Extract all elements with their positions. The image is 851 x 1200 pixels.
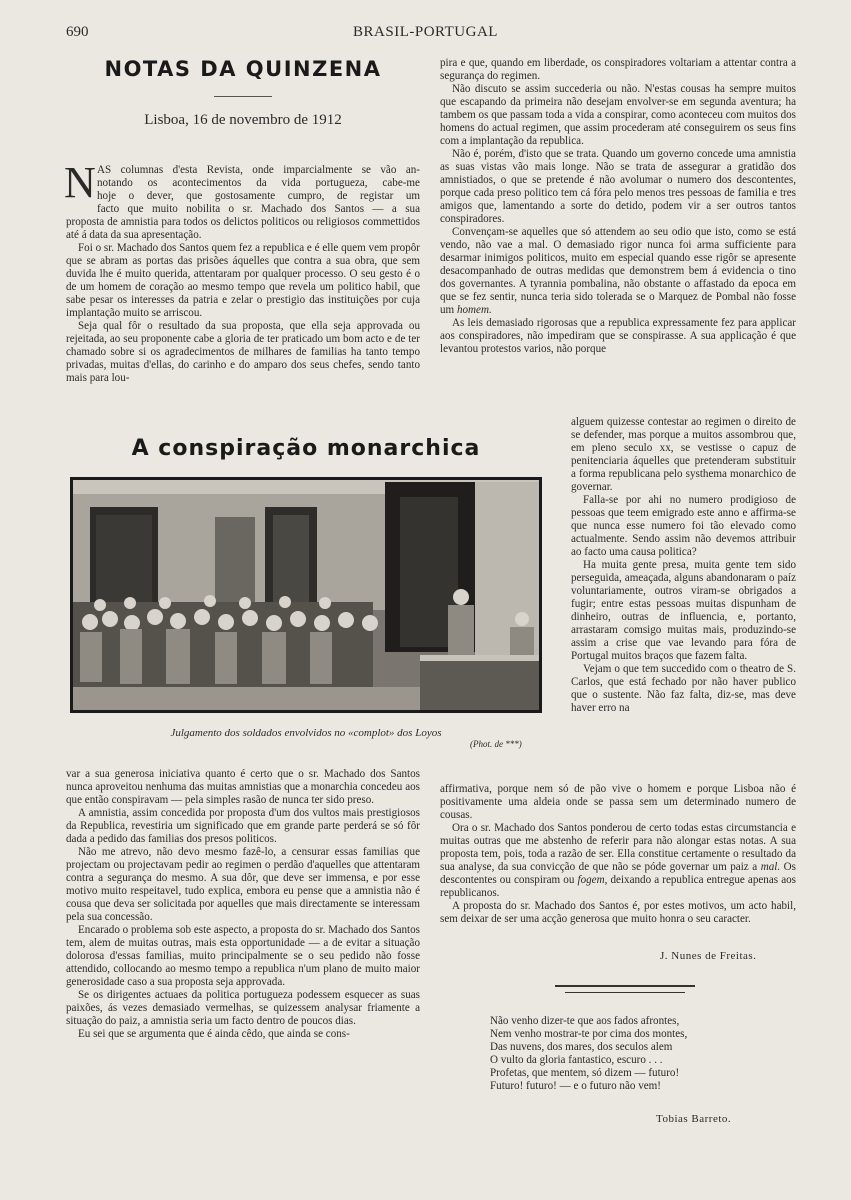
article-signature: J. Nunes de Freitas. bbox=[660, 950, 757, 962]
paragraph: proposta de amnistia para todos os delictos politicos ou religiosos commettidos até á data da sua apresentação. bbox=[66, 216, 420, 241]
photo-caption: Julgamento dos soldados envolvidos no «complot» dos Loyos bbox=[170, 727, 442, 739]
section-rule-thin bbox=[565, 992, 685, 993]
paragraph: Seja qual fôr o resultado da sua proposta, que ella seja approvada ou rejeitada, ao seu proponente cabe a gloria de ter praticado um bom acto e de ter chamado sobre si os agradecimentos de milhares de familias ha tanto tempo privadas, muitas d'ellas, do carinho e do amparo dos seus chefes, sendo tanto mais para lou- bbox=[66, 320, 420, 384]
poem bbox=[490, 1015, 687, 1093]
paragraph: Encarado o problema sob este aspecto, a proposta do sr. Machado dos Santos tem, alem de muitas outras, mais esta opportunidade — a de evitar a situação dolorosa d'essas familias, muito principalmente se o seu pedido não fosse attendido, collocando ao mesmo tempo a republica n'um plano de muito maior generosidade caso a sua proposta seja approvada. bbox=[66, 924, 420, 988]
paragraph: Não é, porém, d'isto que se trata. Quando um governo concede uma amnistia as suas vistas vão mais longe. Não se trata de assegurar a gratidão dos amnistiados, o que se pretende é não avolumar o numero dos descontentes, porque cada preso politico tem cá fóra pelo menos tres pessoas de familia e tres amigos que, lamentando a sorte do detido, podem vir a ser outros tantos conspiradores. bbox=[440, 148, 796, 225]
notas-intro-lines bbox=[97, 164, 420, 216]
paragraph: Não discuto se assim succederia ou não. N'estas cousas ha sempre muitos que escapando da primeira não desejam envolver-se em segunda aventura; ha tambem os que passam toda a vida a conspirar, como aconteceu com muitos dos homens do actual regimen, que assim procederam até conseguirem os seus fins com a implantação da republica. bbox=[440, 83, 796, 147]
text-span: Os descontentes ou conspiram ou bbox=[440, 861, 796, 886]
paragraph bbox=[440, 226, 796, 317]
paragraph bbox=[440, 822, 796, 900]
poem-line: Futuro! futuro! — e o futuro não vem! bbox=[490, 1080, 661, 1092]
paragraph: alguem quizesse contestar ao regimen o direito de se defender, mas porque a muitos assombrou que, em pleno seculo xx, se vestisse o capuz de penitenciaria áquelles que pretenderam substituir a forma republicana pelo systhema monarchico de governar. bbox=[571, 416, 796, 493]
paragraph: As leis demasiado rigorosas que a republica expressamente fez para applicar aos conspiradores, não impediram que se conspirasse. A sua applicação é que levantou protestos varios, não porque bbox=[440, 317, 796, 355]
poem-author: Tobias Barreto. bbox=[656, 1113, 732, 1125]
paragraph: var a sua generosa iniciativa quanto é certo que o sr. Machado dos Santos nunca aproveitou nenhuma das muitas amnistias que a monarchia concedeu aos que então conspiravam — pela simples rasão de nunca ter sido preso. bbox=[66, 768, 420, 806]
drop-cap: N bbox=[64, 158, 96, 207]
notas-intro-line: notando os acontecimentos da vida portugueza, cabe-me bbox=[97, 177, 420, 189]
notas-intro-line: facto que muito nobilita o sr. Machado dos Santos — a sua bbox=[97, 203, 420, 215]
poem-line: Não venho dizer-te que aos fados afrontes, bbox=[490, 1015, 680, 1027]
poem-line: Profetas, que mentem, só dizem — futuro! bbox=[490, 1067, 680, 1079]
text-span: deixando a republica entregue apenas aos republicanos. bbox=[440, 874, 796, 899]
right-column-narrow bbox=[571, 416, 796, 715]
paragraph: Foi o sr. Machado dos Santos quem fez a republica e é elle quem vem propôr que se abram as portas das prisões áquelles que contra a sua obra, que sem duvida lhe é muito querida, attentaram por qualquer processo. O seu gesto é o de um homem de coração ao mesmo tempo que revela um politico habil, que sabe pesar os interesses da patria e zelar o prestigio das instituições por cuja implantação muito se arriscou. bbox=[66, 242, 420, 319]
page-number: 690 bbox=[66, 24, 89, 40]
poem-line: Nem venho mostrar-te por cima dos montes, bbox=[490, 1028, 688, 1040]
paragraph: Ha muita gente presa, muita gente tem sido perseguida, ameaçada, alguns abandonaram o paíz voluntariamente, outros viram-se obrigados a fugir; entre estas pessoas muitas dispunham de dinheiro, outras de influencia, e, portanto, arrastaram comsigo muitas mais, produzindo-se assim a crise que vae levando para fóra de Portugal muitos braços que fazem falta. bbox=[571, 559, 796, 662]
running-title: BRASIL-PORTUGAL bbox=[353, 24, 498, 40]
notas-date: Lisboa, 16 de novembro de 1912 bbox=[144, 112, 342, 128]
paragraph: A proposta do sr. Machado dos Santos é, por estes motivos, um acto habil, sem deixar de ser uma acção generosa que muito honra o seu caracter. bbox=[440, 900, 796, 925]
emphasis: fogem, bbox=[577, 874, 608, 886]
poem-line: O vulto da gloria fantastico, escuro . . . bbox=[490, 1054, 663, 1066]
paragraph: Eu sei que se argumenta que é ainda cêdo, que ainda se cons- bbox=[78, 1028, 350, 1040]
paragraph: Falla-se por ahi no numero prodigioso de pessoas que teem emigrado este anno e affirma-se que nunca esse numero foi tão elevado como actualmente. Sendo assim não devemos attribuir ao facto uma causa politica? bbox=[571, 494, 796, 558]
paragraph: Se os dirigentes actuaes da politica portugueza podessem esquecer as suas paixões, ás vezes demasiado vermelhas, se quizessem analysar friamente a situação do paiz, a amnistia seria um facto dentro de poucos dias. bbox=[66, 989, 420, 1027]
paragraph: Não me atrevo, não devo mesmo fazê-lo, a censurar essas familias que projectam ou projectavam pedir ao regimen o perdão d'aquelles que attentaram contra a segurança do mesmo. A sua dôr, que deve ser immensa, e por esse motivo muito respeitavel, tudo explica, embora eu pense que a amnistia não é cousa que deva ser solicitada por aquelles que mais directamente se interessam pela sua concessão. bbox=[66, 846, 420, 923]
text-span: Convençam-se aquelles que só attendem ao seu odio que isto, como se está vendo, não vae a mal. O demasiado rigor nunca foi arma sufficiente para desarmar inimigos politicos, muito em especial quando esse rigôr se apresente desacompanhado de outras medidas que demonstrem bem á evidencia o tino dos governantes. A tyrannia pombalina, não obstante o affastado da epoca em que se fez sentir, nunca teria sido tolerada se o Marquez de Pombal não fosse um bbox=[440, 226, 796, 316]
paragraph: affirmativa, porque nem só de pão vive o homem e porque Lisboa não é positivamente uma aldeia onde se passa sem um determinado numero de cousas. bbox=[440, 783, 796, 821]
right-column-bottom bbox=[440, 783, 796, 926]
trial-photograph bbox=[70, 477, 542, 713]
text-span: Ora o sr. Machado dos Santos ponderou de certo todas estas circumstancia e muitas outras que me abstenho de referir para não alongar estas notas. A sua proposta tem, pois, toda a razão de ser. Ella constitue certamente o resultado da sua analyse, da sua convicção de que não se póde governar um paiz a bbox=[440, 822, 796, 873]
conspiracao-title: A conspiração monarchica bbox=[131, 436, 481, 461]
paragraph: Vejam o que tem succedido com o theatro de S. Carlos, que está fechado por não haver publico que o sustente. Não faz falta, diz-se, mas deve haver erro na bbox=[571, 663, 796, 714]
section-rule bbox=[555, 985, 695, 987]
notas-intro-line: hoje o dever, que gostosamente cumpro, de registar um bbox=[97, 190, 420, 202]
notas-column-top bbox=[66, 216, 420, 385]
emphasis: homem. bbox=[456, 304, 492, 316]
right-column-top bbox=[440, 57, 796, 356]
notas-title: NOTAS DA QUINZENA bbox=[104, 57, 382, 81]
emphasis: mal. bbox=[760, 861, 781, 873]
title-rule bbox=[214, 96, 272, 97]
notas-intro-line: AS columnas d'esta Revista, onde imparcialmente se vão an- bbox=[97, 164, 420, 176]
paragraph: A amnistia, assim concedida por proposta d'um dos vultos mais prestigiosos da Republica, revestiria um significado que em grande parte perderá se só fôr dada a pedido das familias dos presos politicos. bbox=[66, 807, 420, 845]
photo-credit: (Phot. de ***) bbox=[470, 739, 522, 749]
left-column-bottom bbox=[66, 768, 420, 1041]
poem-line: Das nuvens, dos mares, dos seculos alem bbox=[490, 1041, 673, 1053]
paragraph: pira e que, quando em liberdade, os conspiradores voltariam a attentar contra a segurança do regimen. bbox=[440, 57, 796, 82]
